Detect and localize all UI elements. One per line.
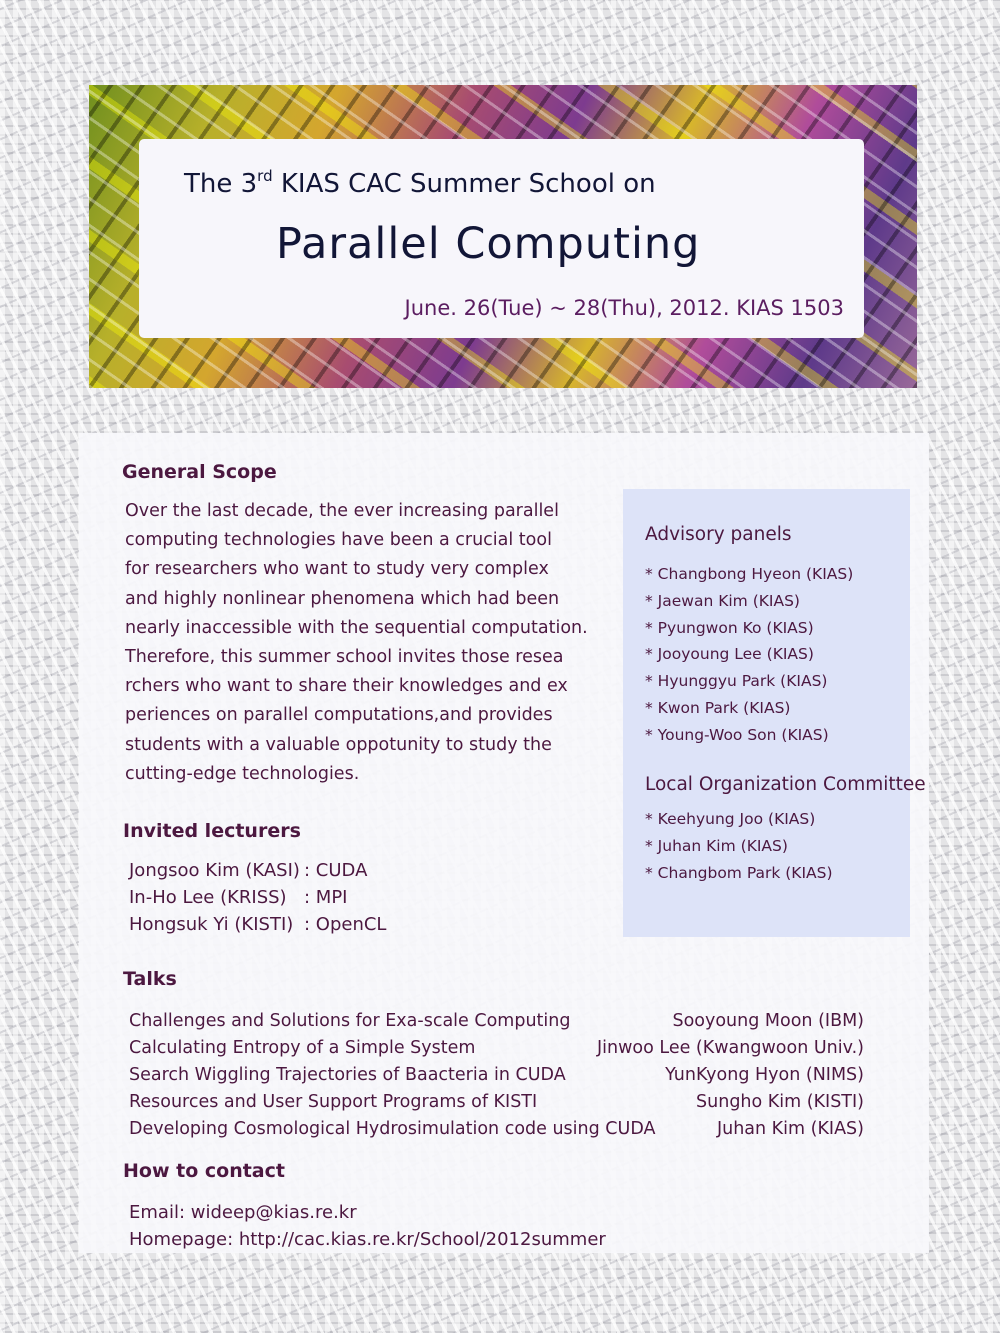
- scope-line: students with a valuable oppotunity to study the: [125, 734, 552, 755]
- local-committee-list: [645, 806, 833, 886]
- general-scope-text: [125, 497, 605, 789]
- invited-lecturers-heading: Invited lecturers: [123, 820, 301, 842]
- talk-title: Search Wiggling Trajectories of Baacteria in CUDA: [129, 1065, 566, 1085]
- event-date-location: June. 26(Tue) ~ 28(Thu), 2012. KIAS 1503: [404, 296, 844, 320]
- committee-sidebar: [623, 489, 926, 937]
- local-committee-heading: Local Organization Committee: [645, 774, 926, 795]
- advisory-member: * Jooyoung Lee (KIAS): [645, 645, 814, 664]
- committee-member: * Changbom Park (KIAS): [645, 863, 833, 882]
- event-subtitle: The 3rd KIAS CAC Summer School on: [184, 167, 656, 199]
- lecturer-name: In-Ho Lee (KRISS): [129, 887, 287, 908]
- general-scope-heading: General Scope: [122, 461, 277, 483]
- contact-heading: How to contact: [123, 1160, 285, 1182]
- talk-row: [129, 1008, 864, 1035]
- talk-title: Challenges and Solutions for Exa-scale Computing: [129, 1011, 571, 1031]
- talk-speaker: Sooyoung Moon (IBM): [672, 1011, 864, 1031]
- talk-row: [129, 1116, 864, 1143]
- advisory-panels-heading: Advisory panels: [645, 524, 792, 545]
- contact-homepage[interactable]: Homepage: http://cac.kias.re.kr/School/2012summer: [129, 1229, 606, 1250]
- talk-speaker: Juhan Kim (KIAS): [716, 1119, 864, 1139]
- lecturer-topic: : OpenCL: [304, 914, 387, 935]
- event-title: Parallel Computing: [276, 219, 701, 269]
- advisory-member: * Young-Woo Son (KIAS): [645, 725, 829, 744]
- lecturer-row: [129, 884, 386, 911]
- advisory-member: * Hyunggyu Park (KIAS): [645, 672, 828, 691]
- talk-speaker: YunKyong Hyon (NIMS): [665, 1065, 864, 1085]
- contact-info: [129, 1199, 606, 1253]
- committee-member: * Keehyung Joo (KIAS): [645, 810, 816, 828]
- lecturer-topic: : MPI: [304, 887, 348, 908]
- lecturer-topic: : CUDA: [304, 860, 368, 881]
- content-panel: [79, 433, 929, 1253]
- scope-line: Therefore, this summer school invites those resea: [125, 647, 564, 668]
- talk-title: Calculating Entropy of a Simple System: [129, 1038, 476, 1058]
- lecturers-list: [129, 857, 386, 938]
- committee-member: * Juhan Kim (KIAS): [645, 836, 788, 855]
- talk-title: Developing Cosmological Hydrosimulation code using CUDA: [129, 1119, 656, 1139]
- scope-line: nearly inaccessible with the sequential computation.: [125, 617, 588, 638]
- contact-email[interactable]: Email: wideep@kias.re.kr: [129, 1202, 357, 1223]
- advisory-member: * Changbong Hyeon (KIAS): [645, 565, 854, 583]
- talks-heading: Talks: [123, 968, 177, 990]
- title-box: [139, 139, 864, 338]
- scope-line: for researchers who want to study very complex: [125, 559, 549, 580]
- advisory-panels-list: [645, 561, 853, 749]
- advisory-member: * Jaewan Kim (KIAS): [645, 591, 800, 610]
- scope-line: Over the last decade, the ever increasing parallel: [125, 501, 559, 521]
- header-banner: [89, 85, 917, 388]
- advisory-member: * Kwon Park (KIAS): [645, 698, 791, 717]
- talk-speaker: Sungho Kim (KISTI): [696, 1092, 864, 1112]
- lecturer-row: [129, 857, 386, 884]
- lecturer-row: [129, 911, 386, 938]
- talk-row: [129, 1062, 864, 1089]
- scope-line: cutting-edge technologies.: [125, 763, 360, 784]
- talk-row: [129, 1089, 864, 1116]
- scope-line: and highly nonlinear phenomena which had been: [125, 588, 560, 609]
- talk-row: [129, 1035, 864, 1062]
- lecturer-name: Hongsuk Yi (KISTI): [129, 914, 294, 935]
- lecturer-name: Jongsoo Kim (KASI): [129, 860, 300, 881]
- talk-title: Resources and User Support Programs of KISTI: [129, 1092, 538, 1112]
- talks-list: [129, 1008, 864, 1143]
- scope-line: periences on parallel computations,and provides: [125, 705, 553, 726]
- scope-line: rchers who want to share their knowledges and ex: [125, 676, 568, 697]
- advisory-member: * Pyungwon Ko (KIAS): [645, 618, 814, 637]
- scope-line: computing technologies have been a crucial tool: [125, 530, 552, 551]
- talk-speaker: Jinwoo Lee (Kwangwoon Univ.): [596, 1038, 864, 1058]
